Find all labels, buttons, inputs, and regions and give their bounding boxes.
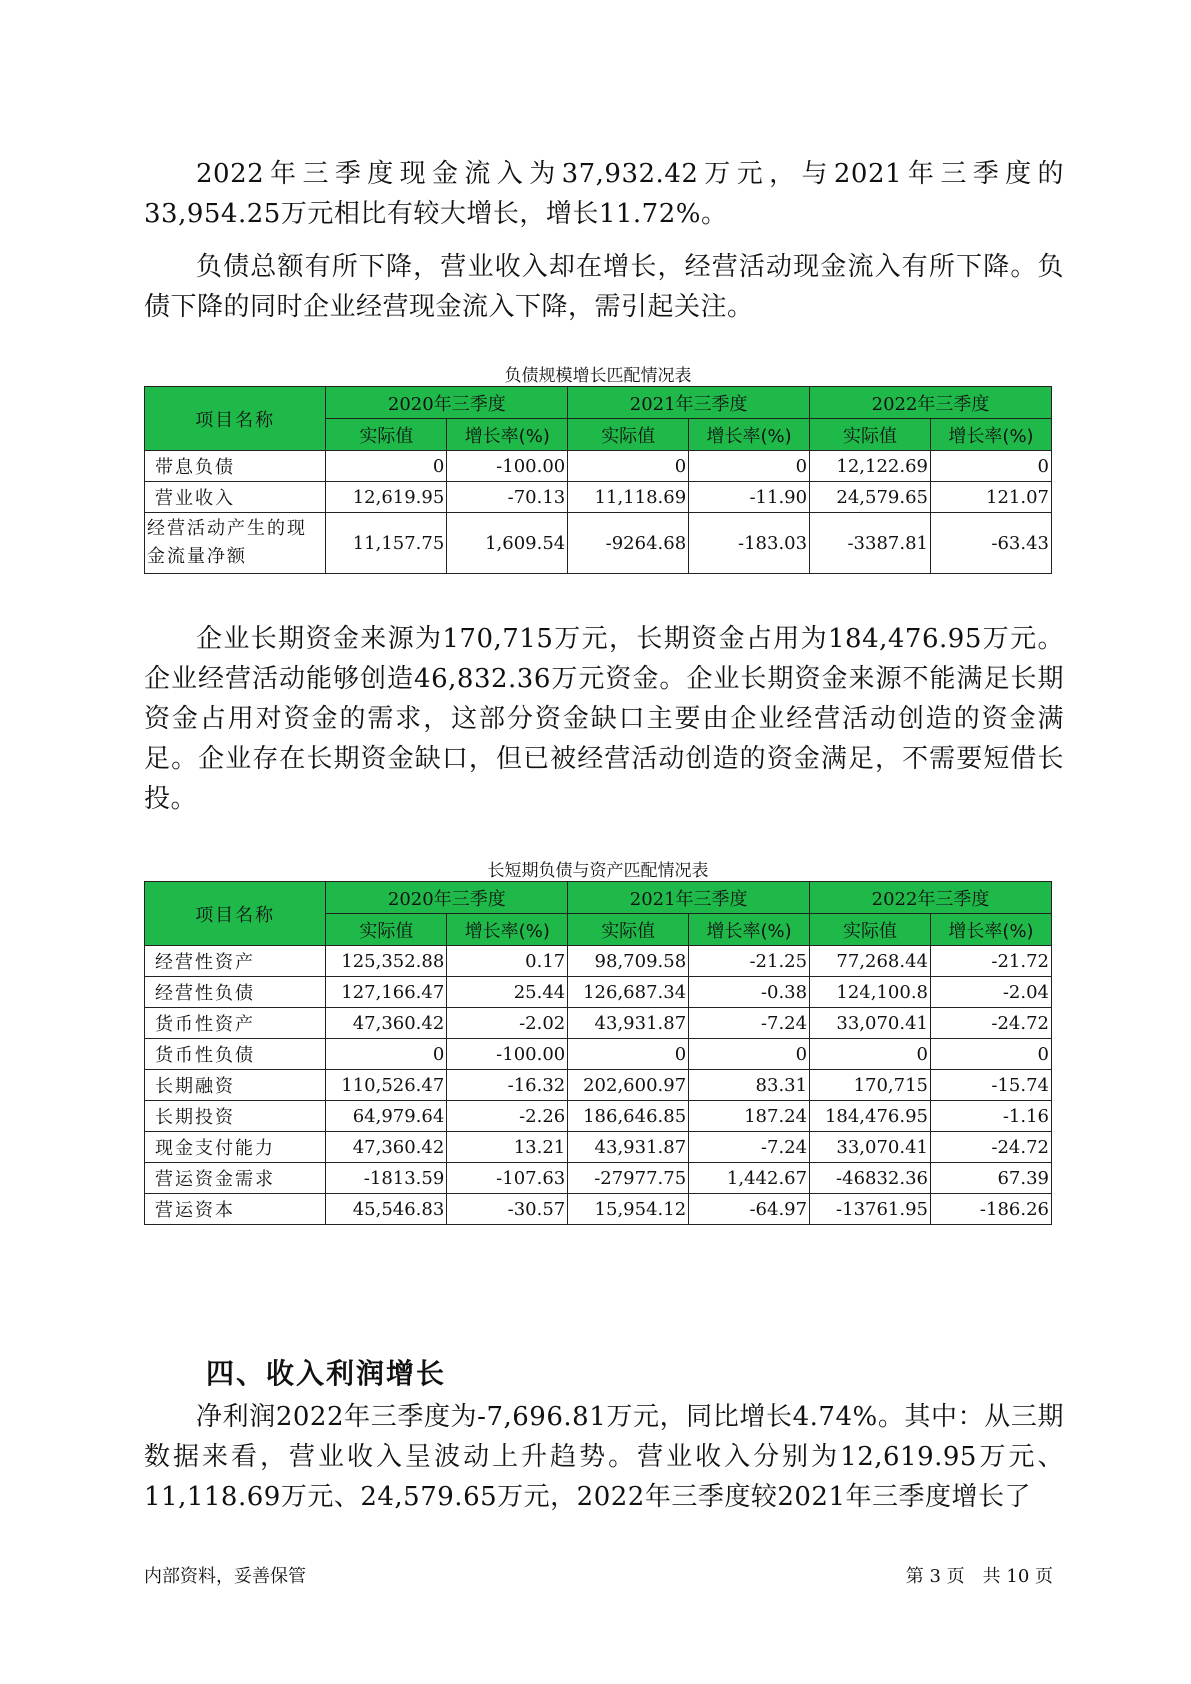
- row-label: 营业收入: [145, 482, 326, 513]
- actual-value-cell: 15,954.12: [568, 1194, 689, 1225]
- debt-scale-table: [144, 386, 1052, 574]
- period-header: 2022年三季度: [810, 882, 1052, 914]
- table-row: [145, 1132, 1052, 1163]
- growth-rate-cell: -15.74: [931, 1070, 1052, 1101]
- row-label: 现金支付能力: [145, 1132, 326, 1163]
- growth-rate-cell: 13.21: [447, 1132, 568, 1163]
- actual-value-cell: -46832.36: [810, 1163, 931, 1194]
- growth-rate-cell: 0: [931, 451, 1052, 482]
- footer-page-number: 第 3 页 共 10 页: [905, 1566, 1053, 1587]
- actual-value-cell: 124,100.8: [810, 977, 931, 1008]
- table-row: [145, 451, 1052, 482]
- actual-value-cell: -9264.68: [568, 513, 689, 574]
- actual-value-cell: 98,709.58: [568, 946, 689, 977]
- period-header: 2021年三季度: [568, 882, 810, 914]
- table-row: [145, 1101, 1052, 1132]
- actual-value-cell: 110,526.47: [326, 1070, 447, 1101]
- growth-rate-cell: -1.16: [931, 1101, 1052, 1132]
- table2-caption: 长短期负债与资产匹配情况表: [487, 861, 709, 881]
- period-header: 2020年三季度: [326, 387, 568, 419]
- table-row: [145, 1008, 1052, 1039]
- growth-rate-cell: -100.00: [447, 451, 568, 482]
- actual-value-cell: 0: [568, 451, 689, 482]
- asset-liability-match-table: [144, 881, 1052, 1225]
- growth-rate-cell: -24.72: [931, 1132, 1052, 1163]
- growth-rate-cell: -24.72: [931, 1008, 1052, 1039]
- section-heading: 四、收入利润增长: [206, 1357, 447, 1390]
- actual-value-cell: 12,619.95: [326, 482, 447, 513]
- actual-value-cell: 184,476.95: [810, 1101, 931, 1132]
- growth-rate-header: 增长率(%): [931, 419, 1052, 451]
- table-row: [145, 1194, 1052, 1225]
- actual-value-cell: 202,600.97: [568, 1070, 689, 1101]
- actual-value-cell: 0: [326, 1039, 447, 1070]
- growth-rate-cell: 0: [689, 1039, 810, 1070]
- growth-rate-cell: 1,609.54: [447, 513, 568, 574]
- growth-rate-cell: -7.24: [689, 1132, 810, 1163]
- growth-rate-cell: 121.07: [931, 482, 1052, 513]
- actual-value-cell: 64,979.64: [326, 1101, 447, 1132]
- actual-value-cell: 43,931.87: [568, 1132, 689, 1163]
- row-label: 经营性负债: [145, 977, 326, 1008]
- actual-value-cell: 11,157.75: [326, 513, 447, 574]
- growth-rate-cell: -183.03: [689, 513, 810, 574]
- growth-rate-cell: 187.24: [689, 1101, 810, 1132]
- row-label: 货币性负债: [145, 1039, 326, 1070]
- growth-rate-cell: -63.43: [931, 513, 1052, 574]
- table-row: [145, 513, 1052, 574]
- actual-value-header: 实际值: [326, 914, 447, 946]
- growth-rate-cell: 0: [689, 451, 810, 482]
- row-label: 营运资本: [145, 1194, 326, 1225]
- growth-rate-cell: 0.17: [447, 946, 568, 977]
- row-label: 带息负债: [145, 451, 326, 482]
- actual-value-cell: 0: [568, 1039, 689, 1070]
- growth-rate-cell: 0: [931, 1039, 1052, 1070]
- row-label: 货币性资产: [145, 1008, 326, 1039]
- growth-rate-cell: -2.02: [447, 1008, 568, 1039]
- actual-value-cell: -13761.95: [810, 1194, 931, 1225]
- actual-value-cell: 0: [326, 451, 447, 482]
- table-row: [145, 1070, 1052, 1101]
- actual-value-cell: 45,546.83: [326, 1194, 447, 1225]
- actual-value-cell: 24,579.65: [810, 482, 931, 513]
- growth-rate-header: 增长率(%): [447, 914, 568, 946]
- actual-value-cell: 33,070.41: [810, 1132, 931, 1163]
- growth-rate-cell: -21.72: [931, 946, 1052, 977]
- actual-value-cell: 125,352.88: [326, 946, 447, 977]
- growth-rate-cell: -0.38: [689, 977, 810, 1008]
- growth-rate-cell: -2.26: [447, 1101, 568, 1132]
- growth-rate-cell: -2.04: [931, 977, 1052, 1008]
- growth-rate-cell: -107.63: [447, 1163, 568, 1194]
- paragraph-net-profit: 净利润2022年三季度为-7,696.81万元，同比增长4.74%。其中：从三期数据来看，营业收入呈波动上升趋势。营业收入分别为12,619.95万元、11,118.69万元、24,579.65万元，2022年三季度较2021年三季度增长了: [144, 1402, 1064, 1512]
- period-header: 2021年三季度: [568, 387, 810, 419]
- table1-caption: 负债规模增长匹配情况表: [504, 366, 692, 386]
- row-label: 经营活动产生的现金流量净额: [145, 513, 326, 574]
- paragraph-cash-inflow: 2022年三季度现金流入为37,932.42万元，与2021年三季度的33,954.25万元相比有较大增长，增长11.72%。: [144, 159, 1064, 229]
- actual-value-cell: 33,070.41: [810, 1008, 931, 1039]
- growth-rate-cell: -21.25: [689, 946, 810, 977]
- actual-value-header: 实际值: [810, 419, 931, 451]
- actual-value-cell: 12,122.69: [810, 451, 931, 482]
- actual-value-cell: -1813.59: [326, 1163, 447, 1194]
- growth-rate-cell: -186.26: [931, 1194, 1052, 1225]
- growth-rate-cell: -64.97: [689, 1194, 810, 1225]
- growth-rate-cell: -100.00: [447, 1039, 568, 1070]
- period-header: 2020年三季度: [326, 882, 568, 914]
- paragraph-long-term-funds: 企业长期资金来源为170,715万元，长期资金占用为184,476.95万元。企业经营活动能够创造46,832.36万元资金。企业长期资金来源不能满足长期资金占用对资金的需求，这部分资金缺口主要由企业经营活动创造的资金满足。企业存在长期资金缺口，但已被经营活动创造的资金满足，不需要短借长投。: [144, 624, 1064, 814]
- actual-value-header: 实际值: [568, 914, 689, 946]
- growth-rate-header: 增长率(%): [447, 419, 568, 451]
- paragraph-debt-revenue: 负债总额有所下降，营业收入却在增长，经营活动现金流入有所下降。负债下降的同时企业经营现金流入下降，需引起关注。: [144, 252, 1064, 322]
- actual-value-cell: 170,715: [810, 1070, 931, 1101]
- actual-value-cell: 77,268.44: [810, 946, 931, 977]
- growth-rate-header: 增长率(%): [689, 914, 810, 946]
- growth-rate-cell: -11.90: [689, 482, 810, 513]
- name-column-header: 项目名称: [145, 882, 326, 946]
- growth-rate-cell: 25.44: [447, 977, 568, 1008]
- actual-value-header: 实际值: [568, 419, 689, 451]
- actual-value-cell: 127,166.47: [326, 977, 447, 1008]
- growth-rate-cell: -7.24: [689, 1008, 810, 1039]
- table-row: [145, 482, 1052, 513]
- row-label: 营运资金需求: [145, 1163, 326, 1194]
- row-label: 长期投资: [145, 1101, 326, 1132]
- actual-value-cell: 126,687.34: [568, 977, 689, 1008]
- actual-value-cell: -3387.81: [810, 513, 931, 574]
- actual-value-cell: 0: [810, 1039, 931, 1070]
- growth-rate-cell: -30.57: [447, 1194, 568, 1225]
- period-header: 2022年三季度: [810, 387, 1052, 419]
- table-row: [145, 977, 1052, 1008]
- growth-rate-cell: -70.13: [447, 482, 568, 513]
- growth-rate-header: 增长率(%): [689, 419, 810, 451]
- growth-rate-cell: 1,442.67: [689, 1163, 810, 1194]
- growth-rate-cell: -16.32: [447, 1070, 568, 1101]
- actual-value-cell: 11,118.69: [568, 482, 689, 513]
- table-row: [145, 946, 1052, 977]
- name-column-header: 项目名称: [145, 387, 326, 451]
- row-label: 经营性资产: [145, 946, 326, 977]
- actual-value-cell: 47,360.42: [326, 1008, 447, 1039]
- growth-rate-cell: 83.31: [689, 1070, 810, 1101]
- actual-value-cell: 43,931.87: [568, 1008, 689, 1039]
- row-label: 长期融资: [145, 1070, 326, 1101]
- actual-value-cell: 186,646.85: [568, 1101, 689, 1132]
- actual-value-cell: 47,360.42: [326, 1132, 447, 1163]
- table-row: [145, 1163, 1052, 1194]
- actual-value-header: 实际值: [810, 914, 931, 946]
- growth-rate-cell: 67.39: [931, 1163, 1052, 1194]
- actual-value-header: 实际值: [326, 419, 447, 451]
- growth-rate-header: 增长率(%): [931, 914, 1052, 946]
- table-row: [145, 1039, 1052, 1070]
- footer-confidential-note: 内部资料，妥善保管: [144, 1566, 306, 1587]
- actual-value-cell: -27977.75: [568, 1163, 689, 1194]
